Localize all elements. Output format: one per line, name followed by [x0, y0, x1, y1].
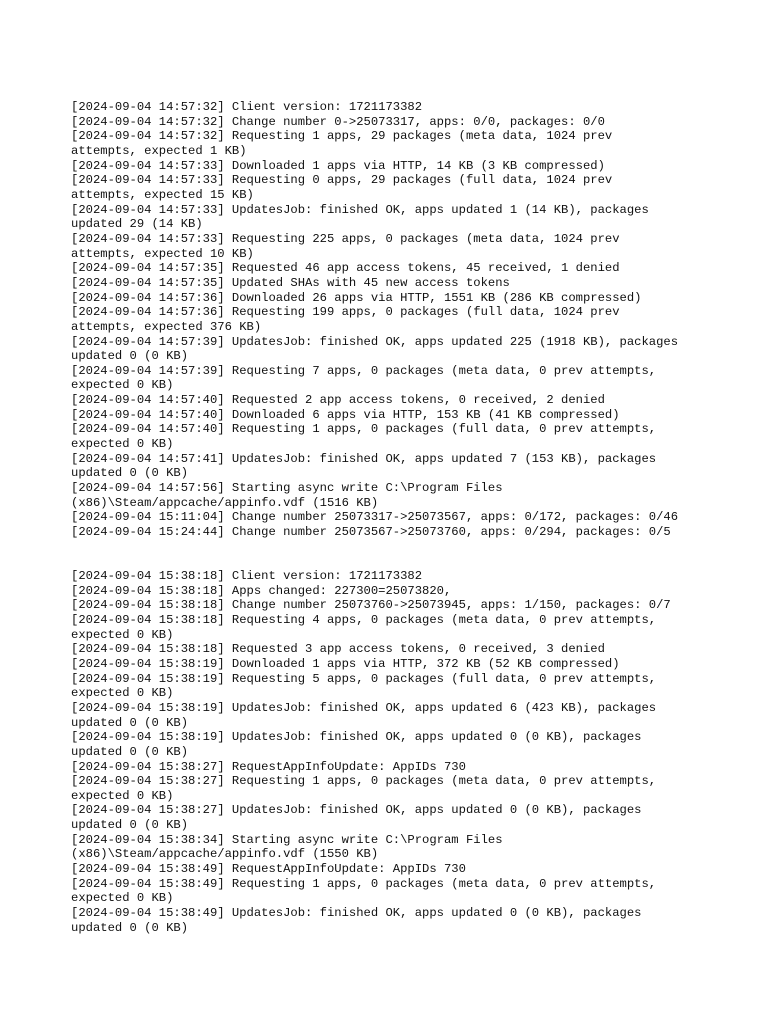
log-line: [2024-09-04 15:38:18] Requested 3 app access tokens, 0 received, 3 denied	[71, 642, 605, 657]
log-line: [2024-09-04 14:57:35] Updated SHAs with 45 new access tokens	[71, 275, 510, 290]
log-line: expected 0 KB)	[71, 627, 174, 642]
log-line: [2024-09-04 15:38:27] RequestAppInfoUpdate: AppIDs 730	[71, 759, 466, 774]
log-line: [2024-09-04 14:57:56] Starting async write C:\Program Files	[71, 481, 503, 496]
log-line: [2024-09-04 14:57:40] Requesting 1 apps, 0 packages (full data, 0 prev attempts,	[71, 422, 657, 437]
log-line: [2024-09-04 15:38:19] UpdatesJob: finished OK, apps updated 0 (0 KB), packages	[71, 730, 642, 745]
log-line: [2024-09-04 14:57:40] Requested 2 app access tokens, 0 received, 2 denied	[71, 393, 605, 408]
log-line: [2024-09-04 14:57:39] UpdatesJob: finished OK, apps updated 225 (1918 KB), packages	[71, 334, 679, 349]
log-line: expected 0 KB)	[71, 437, 174, 452]
log-line: expected 0 KB)	[71, 378, 174, 393]
log-line: attempts, expected 15 KB)	[71, 187, 254, 202]
log-session-2	[71, 569, 711, 935]
log-line: [2024-09-04 15:38:34] Starting async write C:\Program Files	[71, 832, 503, 847]
log-line: updated 0 (0 KB)	[71, 818, 189, 833]
log-line: updated 0 (0 KB)	[71, 715, 189, 730]
log-line: [2024-09-04 14:57:33] Downloaded 1 apps via HTTP, 14 KB (3 KB compressed)	[71, 158, 605, 173]
log-line: [2024-09-04 14:57:33] UpdatesJob: finished OK, apps updated 1 (14 KB), packages	[71, 202, 649, 217]
log-line: expected 0 KB)	[71, 891, 174, 906]
log-line: [2024-09-04 15:38:19] Requesting 5 apps, 0 packages (full data, 0 prev attempts,	[71, 671, 657, 686]
log-line: attempts, expected 376 KB)	[71, 319, 262, 334]
log-line: [2024-09-04 14:57:36] Downloaded 26 apps via HTTP, 1551 KB (286 KB compressed)	[71, 290, 642, 305]
log-line: [2024-09-04 15:11:04] Change number 25073317->25073567, apps: 0/172, packages: 0/46	[71, 510, 679, 525]
log-line: [2024-09-04 15:38:18] Apps changed: 227300=25073820,	[71, 583, 452, 598]
log-line: updated 0 (0 KB)	[71, 744, 189, 759]
log-line: updated 29 (14 KB)	[71, 217, 203, 232]
log-line: [2024-09-04 15:38:18] Client version: 1721173382	[71, 568, 423, 583]
log-line: attempts, expected 1 KB)	[71, 143, 247, 158]
log-line: [2024-09-04 15:38:19] Downloaded 1 apps via HTTP, 372 KB (52 KB compressed)	[71, 656, 620, 671]
log-line: [2024-09-04 14:57:32] Change number 0->25073317, apps: 0/0, packages: 0/0	[71, 114, 605, 129]
log-line: [2024-09-04 14:57:33] Requesting 225 apps, 0 packages (meta data, 1024 prev	[71, 231, 620, 246]
log-line: expected 0 KB)	[71, 788, 174, 803]
log-line: expected 0 KB)	[71, 686, 174, 701]
log-line: updated 0 (0 KB)	[71, 349, 189, 364]
log-line: [2024-09-04 15:38:49] UpdatesJob: finished OK, apps updated 0 (0 KB), packages	[71, 906, 642, 921]
log-line: [2024-09-04 14:57:40] Downloaded 6 apps via HTTP, 153 KB (41 KB compressed)	[71, 407, 620, 422]
log-session-1	[71, 100, 711, 540]
log-line: [2024-09-04 14:57:39] Requesting 7 apps, 0 packages (meta data, 0 prev attempts,	[71, 363, 657, 378]
log-line: [2024-09-04 15:38:49] Requesting 1 apps, 0 packages (meta data, 0 prev attempts,	[71, 876, 657, 891]
log-line: [2024-09-04 15:38:49] RequestAppInfoUpdate: AppIDs 730	[71, 862, 466, 877]
log-line: [2024-09-04 15:38:27] Requesting 1 apps, 0 packages (meta data, 0 prev attempts,	[71, 774, 657, 789]
log-line: [2024-09-04 15:38:18] Change number 25073760->25073945, apps: 1/150, packages: 0/7	[71, 598, 671, 613]
log-line: [2024-09-04 14:57:36] Requesting 199 apps, 0 packages (full data, 1024 prev	[71, 305, 620, 320]
log-line: [2024-09-04 14:57:41] UpdatesJob: finished OK, apps updated 7 (153 KB), packages	[71, 451, 657, 466]
log-line: attempts, expected 10 KB)	[71, 246, 254, 261]
log-line: updated 0 (0 KB)	[71, 920, 189, 935]
log-line: [2024-09-04 15:24:44] Change number 25073567->25073760, apps: 0/294, packages: 0/5	[71, 525, 671, 540]
log-line: [2024-09-04 14:57:33] Requesting 0 apps, 29 packages (full data, 1024 prev	[71, 173, 613, 188]
log-line: updated 0 (0 KB)	[71, 466, 189, 481]
log-line: [2024-09-04 15:38:19] UpdatesJob: finished OK, apps updated 6 (423 KB), packages	[71, 700, 657, 715]
log-line: [2024-09-04 15:38:18] Requesting 4 apps, 0 packages (meta data, 0 prev attempts,	[71, 612, 657, 627]
log-document	[71, 100, 711, 935]
log-line: [2024-09-04 14:57:32] Requesting 1 apps, 29 packages (meta data, 1024 prev	[71, 129, 613, 144]
log-line: (x86)\Steam/appcache/appinfo.vdf (1516 KB)	[71, 495, 379, 510]
log-line: (x86)\Steam/appcache/appinfo.vdf (1550 KB)	[71, 847, 379, 862]
log-line: [2024-09-04 14:57:35] Requested 46 app access tokens, 45 received, 1 denied	[71, 261, 620, 276]
log-line: [2024-09-04 15:38:27] UpdatesJob: finished OK, apps updated 0 (0 KB), packages	[71, 803, 642, 818]
log-line: [2024-09-04 14:57:32] Client version: 1721173382	[71, 100, 423, 114]
